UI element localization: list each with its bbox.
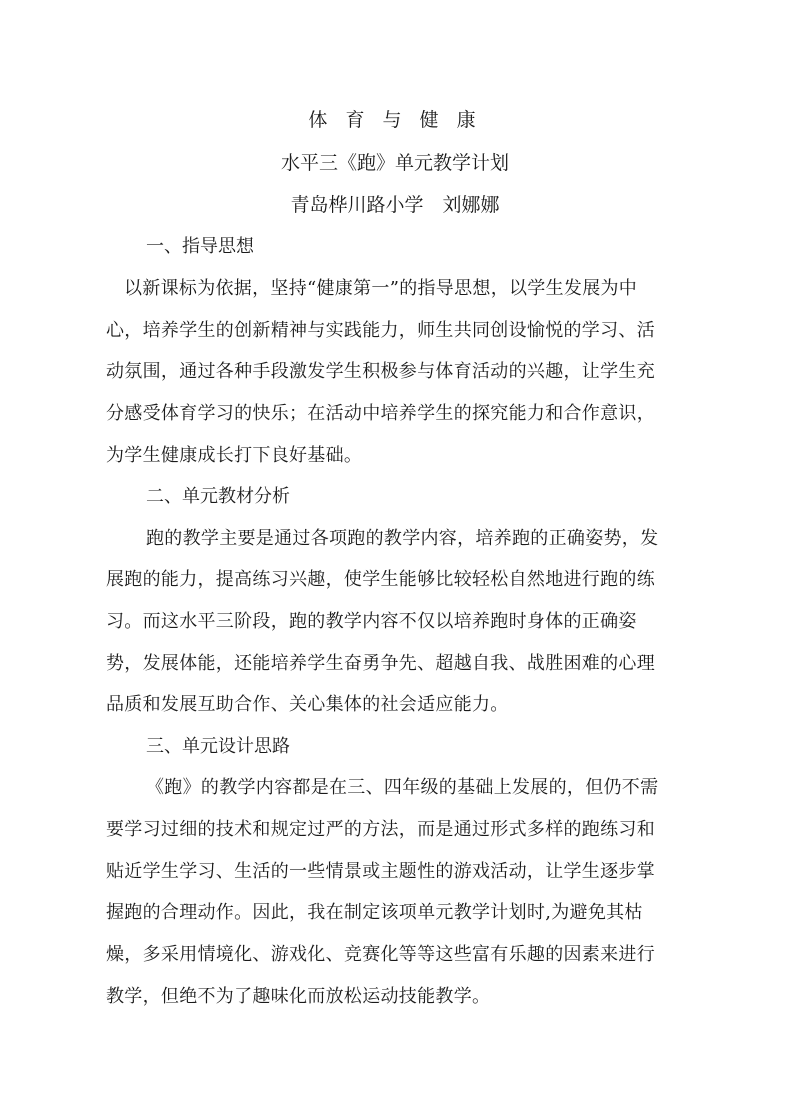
section-heading: 二、单元教材分析 xyxy=(146,486,290,507)
paragraph-line: 心，培养学生的创新精神与实践能力，师生共同创设愉悦的学习、活 xyxy=(106,320,655,341)
paragraph-line: 展跑的能力，提高练习兴趣，使学生能够比较轻松自然地进行跑的练 xyxy=(106,569,655,590)
doc-subtitle: 水平三《跑》单元教学计划 xyxy=(280,152,509,174)
paragraph-line: 分感受体育学习的快乐；在活动中培养学生的探究能力和合作意识， xyxy=(106,403,655,424)
paragraph-line: 跑的教学主要是通过各项跑的教学内容，培养跑的正确姿势，发 xyxy=(146,528,659,549)
paragraph-line: 要学习过细的技术和规定过严的方法，而是通过形式多样的跑练习和 xyxy=(106,819,655,840)
doc-title: 体 育 与 健 康 xyxy=(308,109,482,131)
paragraph-line: 习。而这水平三阶段，跑的教学内容不仅以培养跑时身体的正确姿 xyxy=(106,611,637,632)
paragraph-line: 握跑的合理动作。因此，我在制定该项单元教学计划时,为避免其枯 xyxy=(106,902,643,923)
paragraph-line: 动氛围，通过各种手段激发学生积极参与体育活动的兴趣，让学生充 xyxy=(106,361,655,382)
paragraph-line: 教学，但绝不为了趣味化而放松运动技能教学。 xyxy=(106,986,491,1007)
section-heading: 一、指导思想 xyxy=(146,236,254,257)
section-heading: 三、单元设计思路 xyxy=(146,736,290,757)
paragraph-line: 势，发展体能，还能培养学生奋勇争先、超越自我、战胜困难的心理 xyxy=(106,653,655,674)
paragraph-line: 为学生健康成长打下良好基础。 xyxy=(106,445,363,466)
paragraph-line: 以新课标为依据，坚持“健康第一”的指导思想，以学生发展为中 xyxy=(124,278,638,299)
paragraph-line: 《跑》的教学内容都是在三、四年级的基础上发展的，但仍不需 xyxy=(146,777,659,798)
paragraph-line: 燥，多采用情境化、游戏化、竞赛化等等这些富有乐趣的因素来进行 xyxy=(106,944,655,965)
paragraph-line: 品质和发展互助合作、关心集体的社会适应能力。 xyxy=(106,694,509,715)
doc-author: 青岛桦川路小学 刘娜娜 xyxy=(290,194,500,216)
paragraph-line: 贴近学生学习、生活的一些情景或主题性的游戏活动，让学生逐步掌 xyxy=(106,861,655,882)
